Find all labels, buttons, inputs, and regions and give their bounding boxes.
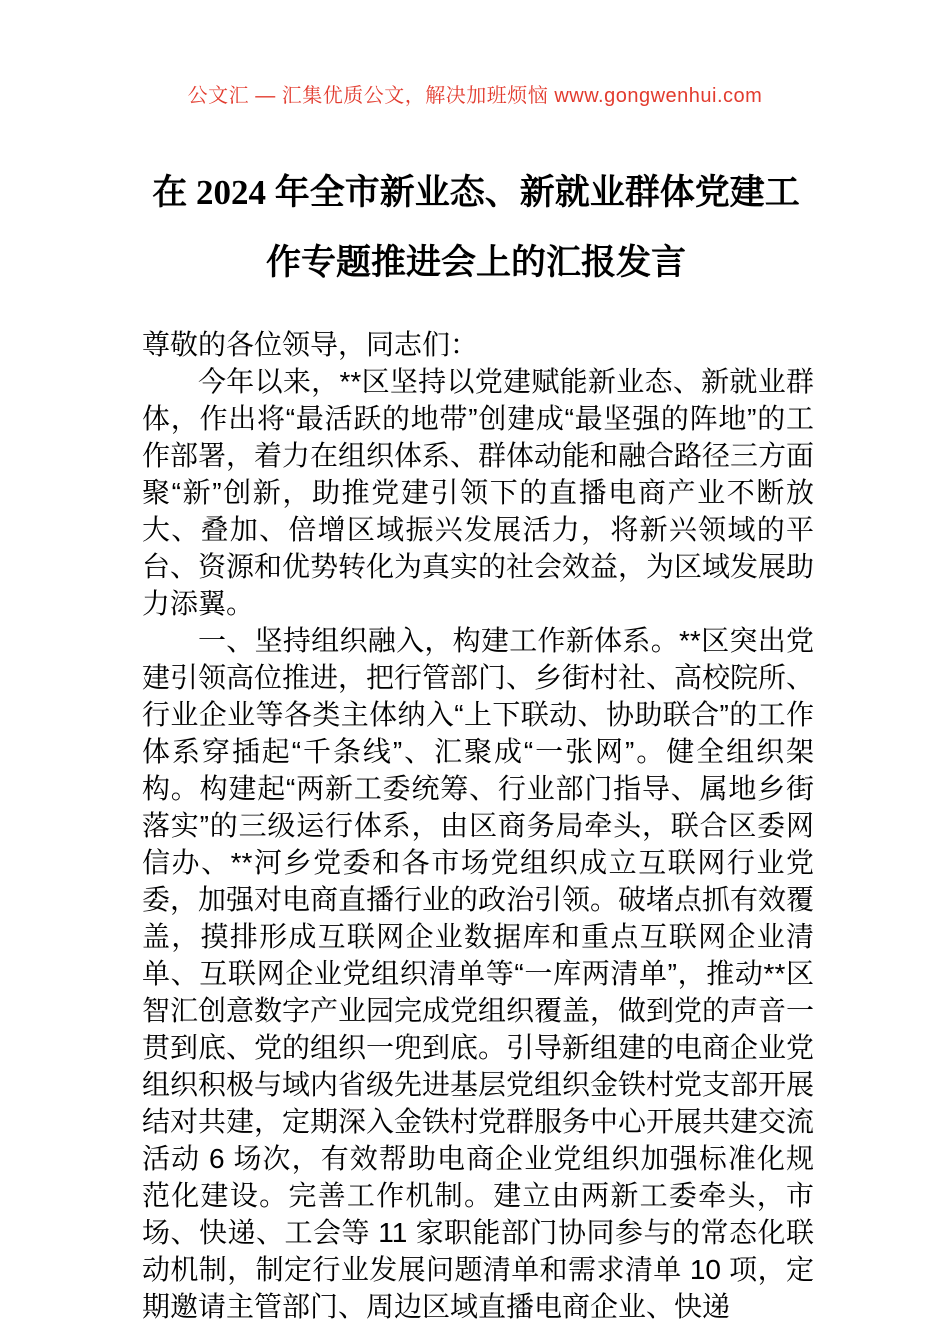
document-title: 在 2024 年全市新业态、新就业群体党建工作专题推进会上的汇报发言 bbox=[152, 173, 800, 282]
document-body bbox=[142, 326, 814, 1325]
site-watermark-text: 公文汇 — 汇集优质公文，解决加班烦恼 www.gongwenhui.com bbox=[187, 85, 763, 107]
paragraph-intro: 今年以来，**区坚持以党建赋能新业态、新就业群体，作出将“最活跃的地带”创建成“最坚强的阵地”的工作部署，着力在组织体系、群体动能和融合路径三方面聚“新”创新，助推党建引领下的直播电商产业不断放大、叠加、倍增区域振兴发展活力，将新兴领域的平台、资源和优势转化为真实的社会效益，为区域发展助力添翼。 bbox=[142, 366, 815, 619]
paragraph-section-one: 一、坚持组织融入，构建工作新体系。**区突出党建引领高位推进，把行管部门、乡街村社、高校院所、行业企业等各类主体纳入“上下联动、协助联合”的工作体系穿插起“千条线”、汇聚成“一张网”。健全组织架构。构建起“两新工委统筹、行业部门指导、属地乡街落实”的三级运行体系，由区商务局牵头，联合区委网信办、**河乡党委和各市场党组织成立互联网行业党委，加强对电商直播行业的政治引领。破堵点抓有效覆盖，摸排形成互联网企业数据库和重点互联网企业清单、互联网企业党组织清单等“一库两清单”，推动**区智汇创意数字产业园完成党组织覆盖，做到党的声音一贯到底、党的组织一兜到底。引导新组建的电商企业党组织积极与域内省级先进基层党组织金铁村党支部开展结对共建，定期深入金铁村党群服务中心开展共建交流活动 6 场次，有效帮助电商企业党组织加强标准化规范化建设。完善工作机制。建立由两新工委牵头，市场、快递、工会等 11 家职能部门协同参与的常态化联动机制，制定行业发展问题清单和需求清单 10 项，定期邀请主管部门、周边区域直播电商企业、快递 bbox=[142, 625, 815, 1322]
salutation-line: 尊敬的各位领导，同志们： bbox=[142, 329, 479, 360]
